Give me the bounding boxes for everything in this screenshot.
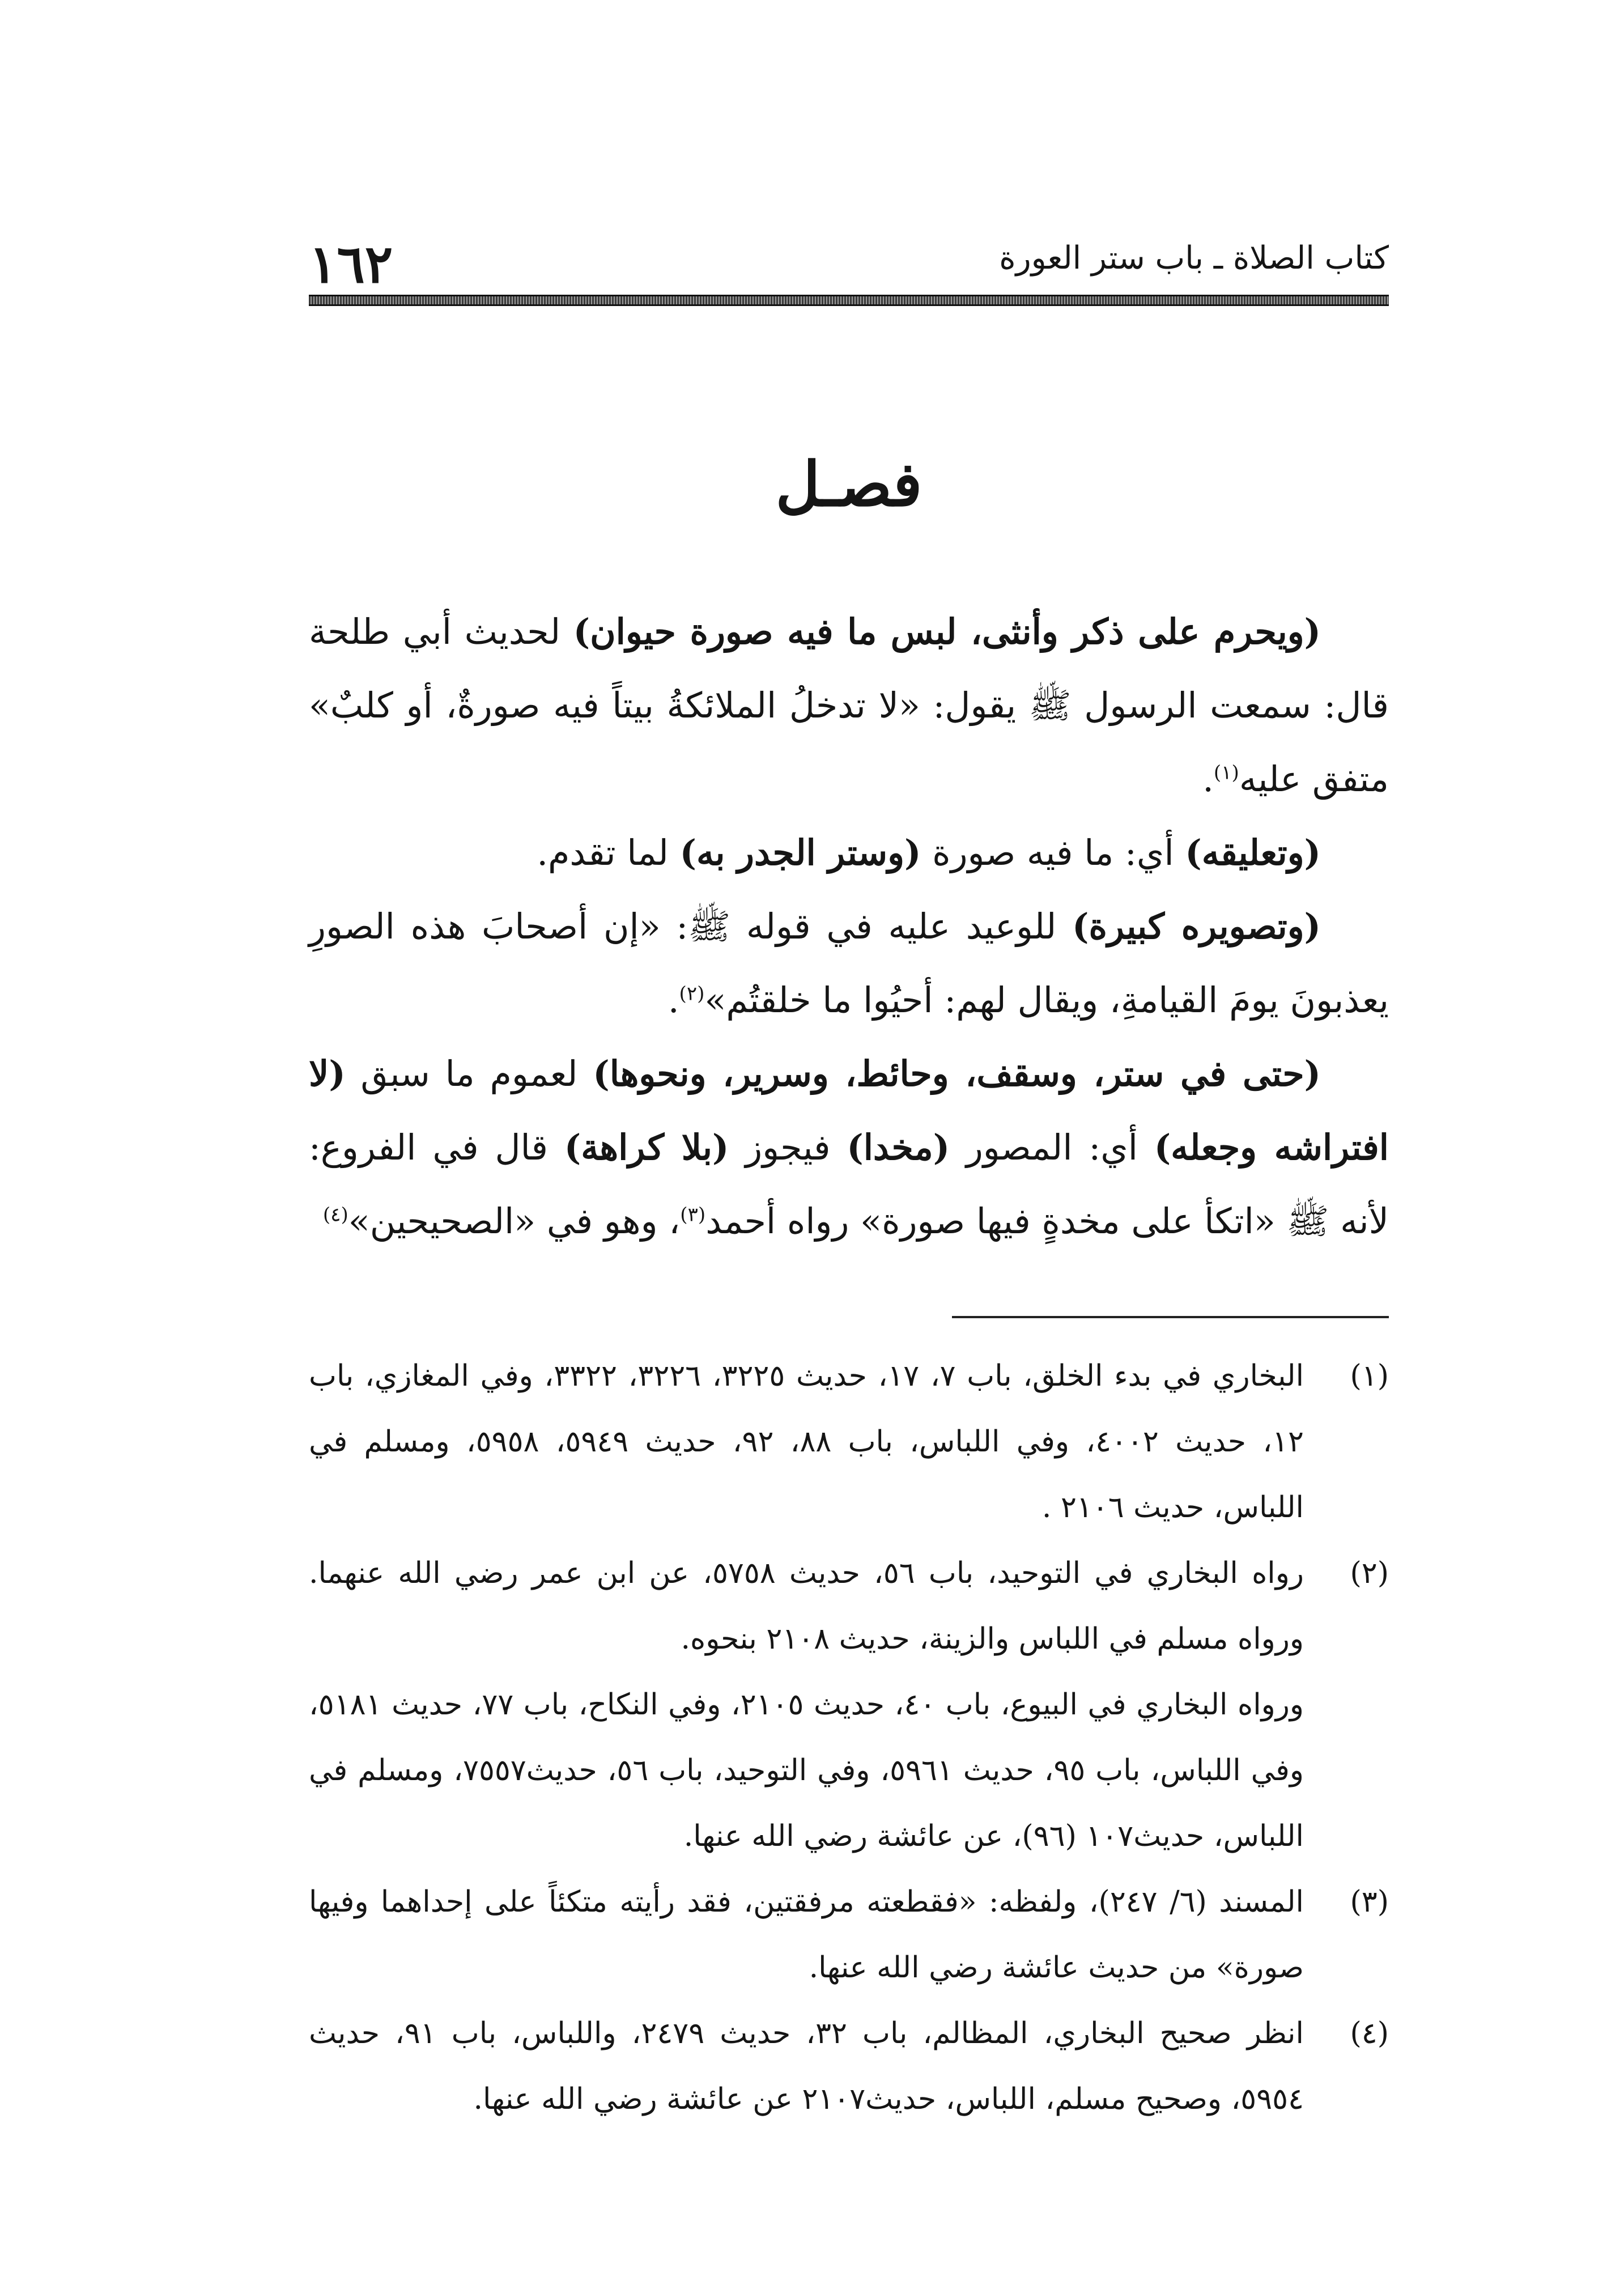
footnote-number: (٤) (1350, 2016, 1389, 2050)
commentary-text: ، وهو في «الصحيحين» (348, 1200, 681, 1242)
footnote-ref: (٢) (679, 982, 705, 1005)
footnote-text: ورواه البخاري في البيوع، باب ٤٠، حديث ٢١٠٥، وفي النكاح، باب ٧٧، حديث ٥١٨١، وفي اللباس، باب ٩٥، حديث ٥٩٦١، وفي التوحيد، باب ٥٦، حديث٧٥٥٧، ومسلم في اللباس، حديث١٠٧ (٩٦)، عن عائشة رضي الله عنها. (309, 1688, 1304, 1853)
footnote-body (309, 1343, 1304, 1540)
footnote-ref: (١) (1213, 761, 1239, 784)
commentary-text: لما تقدم. (537, 832, 680, 873)
commentary-text: . (1202, 758, 1214, 800)
matn-text: (بلا كراهة) (564, 1127, 729, 1168)
running-title: كتاب الصلاة ـ باب ستر العورة (999, 240, 1389, 277)
footnote-text: انظر صحيح البخاري، المظالم، باب ٣٢، حديث ٢٤٧٩، واللباس، باب ٩١، حديث ٥٩٥٤، وصحيح مسلم، اللباس، حديث٢١٠٧ عن عائشة رضي الله عنها. (309, 2016, 1304, 2116)
footnote-text: البخاري في بدء الخلق، باب ٧، ١٧، حديث ٣٢٢٥، ٣٢٢٦، ٣٣٢٢، وفي المغازي، باب ١٢، حديث ٤٠٠٢، وفي اللباس، باب ٨٨، ٩٢، حديث ٥٩٤٩، ٥٩٥٨، ومسلم في اللباس، حديث ٢١٠٦ . (309, 1359, 1304, 1525)
matn-text: (وستر الجدر به) (679, 832, 921, 873)
commentary-text: . (668, 979, 679, 1021)
footnote-number: (٣) (1350, 1885, 1389, 1919)
footnote (309, 2001, 1389, 2132)
footnote-body (309, 1869, 1304, 2001)
paragraph-1 (309, 595, 1389, 816)
commentary-text: أي: المصور (950, 1127, 1154, 1168)
matn-text: (وتصويره كبيرة) (1072, 906, 1321, 947)
footnote-body (309, 2001, 1304, 2132)
paragraph-3 (309, 890, 1389, 1037)
footnotes (309, 1343, 1389, 2132)
commentary-text: للوعيد عليه في قوله ﷺ: «إن أصحابَ هذه الصورِ يعذبونَ يومَ القيامةِ، ويقال لهم: أحيُوا ما خلقتُم» (309, 906, 1389, 1021)
footnote-number: (٢) (1350, 1556, 1389, 1590)
header-rule (309, 295, 1389, 306)
matn-text: (وتعليقه) (1185, 832, 1321, 873)
footnote (309, 1540, 1389, 1869)
footnote-text: رواه البخاري في التوحيد، باب ٥٦، حديث ٥٧٥٨، عن ابن عمر رضي الله عنهما. ورواه مسلم في اللباس والزينة، حديث ٢١٠٨ بنحوه. (309, 1556, 1304, 1656)
matn-text: (مخدا) (847, 1127, 950, 1168)
matn-text: (لا افتراشه وجعله) (309, 1053, 1389, 1168)
page-number: ١٦٢ (309, 233, 393, 295)
footnote (309, 1869, 1389, 2001)
footnote-separator (952, 1316, 1389, 1318)
matn-text: (ويحرم على ذكر وأنثى، لبس ما فيه صورة حيوان) (573, 611, 1321, 652)
footnote-ref: (٣) (680, 1203, 706, 1226)
paragraph-2 (309, 816, 1389, 890)
commentary-text: لحديث أبي طلحة قال: سمعت الرسول ﷺ يقول: «لا تدخلُ الملائكةُ بيتاً فيه صورةٌ، أو كلبٌ» متفق عليه (309, 611, 1389, 800)
footnote (309, 1343, 1389, 1540)
page-header (309, 227, 1389, 295)
paragraph-4 (309, 1037, 1389, 1258)
footnote-ref: (٤) (322, 1203, 348, 1226)
commentary-text: أي: ما فيه صورة (921, 832, 1185, 873)
matn-text: (حتى في ستر، وسقف، وحائط، وسرير، ونحوها) (593, 1053, 1321, 1094)
commentary-text: لعموم ما سبق (345, 1053, 593, 1094)
commentary-text: فيجوز (729, 1127, 847, 1168)
footnote-number: (١) (1350, 1359, 1389, 1393)
footnote-body (309, 1540, 1304, 1869)
footnote-text: المسند (٦/ ٢٤٧)، ولفظه: «فقطعته مرفقتين، فقد رأيته متكئاً على إحداهما وفيها صورة» من حديث عائشة رضي الله عنها. (309, 1885, 1304, 1985)
section-title: فصـل (775, 449, 922, 520)
commentary-text: قال في الفروع: لأنه ﷺ «اتكأ على مخدةٍ فيها صورة» رواه أحمد (309, 1127, 1389, 1242)
main-text (309, 595, 1389, 1258)
